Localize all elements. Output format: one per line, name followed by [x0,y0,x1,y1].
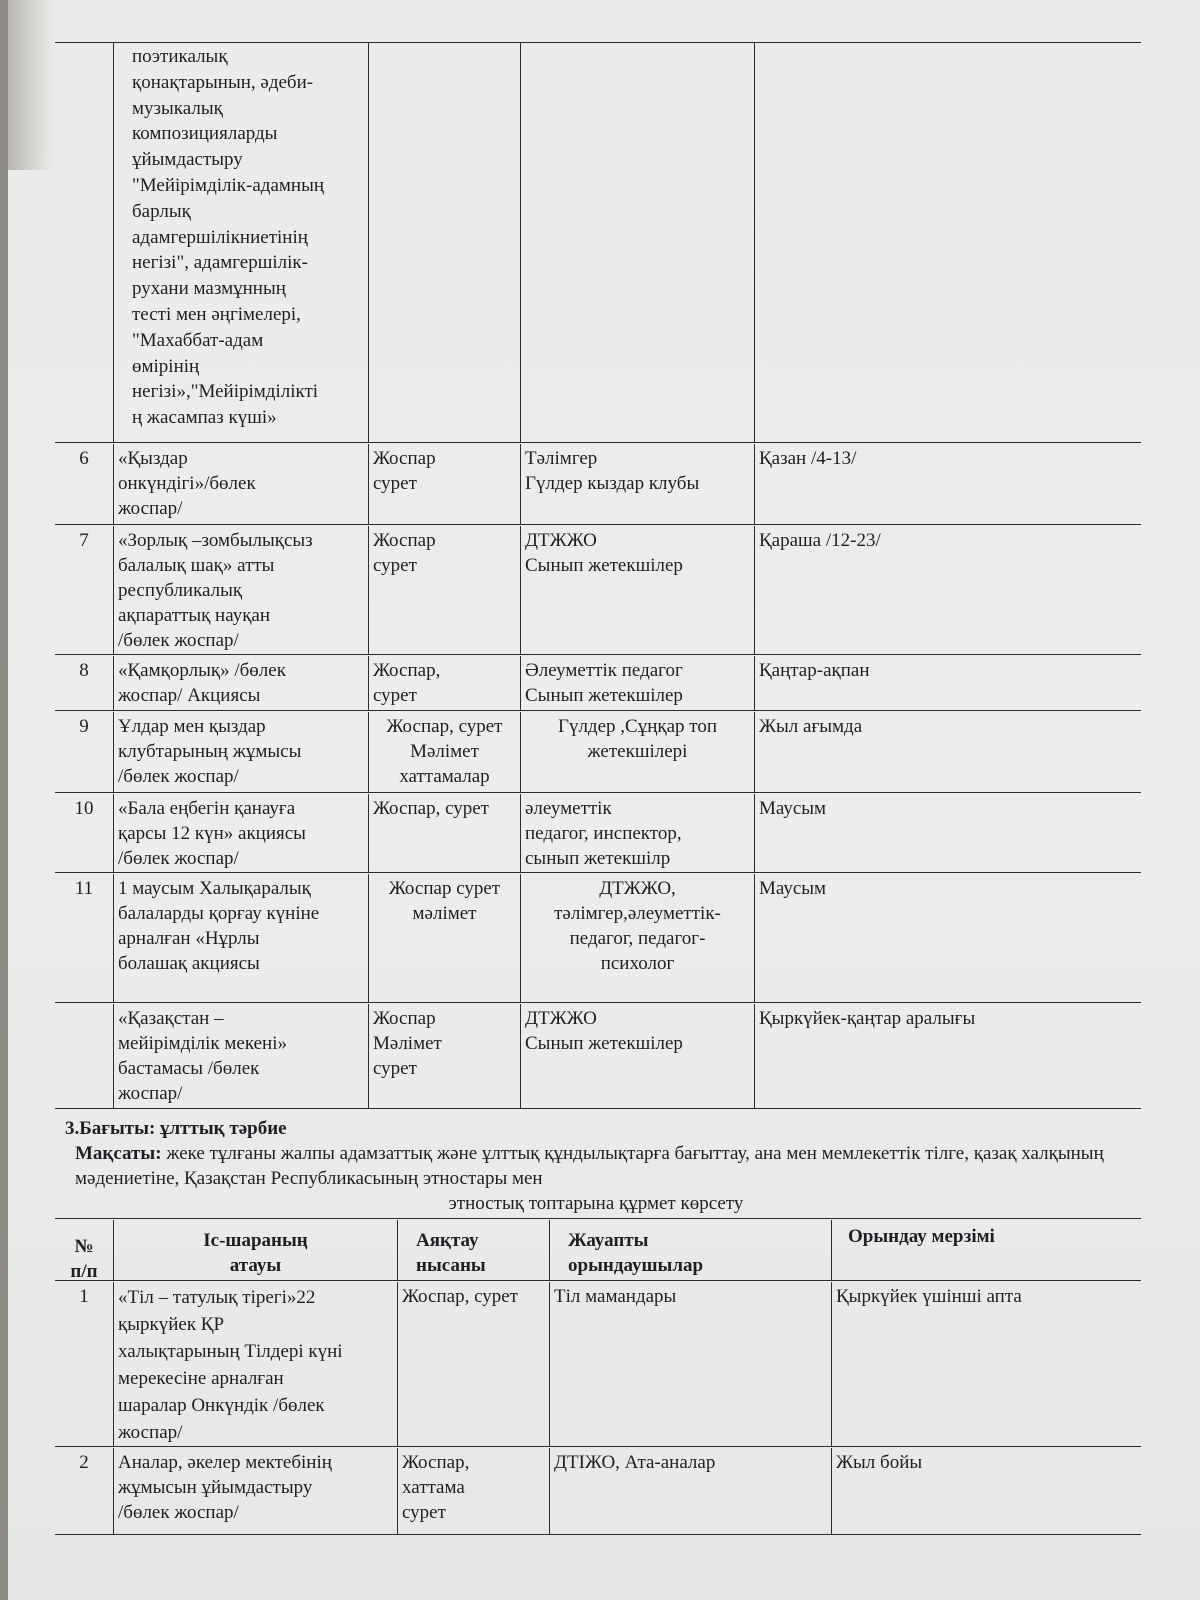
deadline: Жыл бойы [831,1448,1141,1534]
completion-form [368,42,520,442]
completion-form: Жоспар Мәлімет сурет [368,1004,520,1108]
section-heading: 3.Бағыты: ұлттық тәрбие [65,1118,287,1139]
row-number: 1 [79,1286,89,1307]
table-row [55,444,1141,525]
goal-text: жеке тұлғаны жалпы адамзаттық және ұлттық құндылықтарға бағыттау, ана мен мемлекеттік тілге, қазақ халқының мәдениетіне, Қазақстан Республикасының этностары мен [75,1143,1104,1189]
page-shadow [8,0,54,170]
row-number: 7 [79,530,89,551]
header-completion-form: Аяқтау нысаны [397,1220,549,1280]
event-name: «Зорлық –зомбылықсыз балалық шақ» атты республикалық ақпараттық науқан /бөлек жоспар/ [113,526,368,654]
completion-form: Жоспар, сурет [368,794,520,872]
deadline: Қыркүйек үшінші апта [831,1282,1141,1446]
document-page [8,0,1200,1600]
deadline: Қазан /4-13/ [754,444,1141,524]
table-row [55,874,1141,1003]
responsible: Тіл мамандары [549,1282,831,1446]
row-number: 10 [74,798,94,819]
table-header-row [55,1220,1141,1281]
responsible: ДТЖЖО Сынып жетекшілер [520,526,754,654]
section-header [55,1110,1141,1219]
table-row [55,656,1141,711]
event-name: «Қазақстан – мейірімділік мекені» бастамасы /бөлек жоспар/ [113,1004,368,1108]
responsible: ДТЖЖО Сынып жетекшілер [520,1004,754,1108]
completion-form: Жоспар сурет [368,526,520,654]
section-block [55,1110,1141,1216]
deadline: Қыркүйек-қаңтар аралығы [754,1004,1141,1108]
table-row [55,1004,1141,1109]
event-name: Аналар, әкелер мектебінің жұмысын ұйымдастыру /бөлек жоспар/ [113,1448,397,1534]
completion-form: Жоспар, сурет [368,656,520,710]
responsible: Тәлімгер Гүлдер кыздар клубы [520,444,754,524]
table-row [55,794,1141,873]
row-number: 8 [79,660,89,681]
deadline: Маусым [754,794,1141,872]
event-name: «Қамқорлық» /бөлек жоспар/ Акциясы [113,656,368,710]
table-row [55,712,1141,793]
event-name: Ұлдар мен қыздар клубтарының жұмысы /бөлек жоспар/ [113,712,368,792]
table-row [55,1448,1141,1535]
header-number: № п/п [70,1236,98,1280]
completion-form: Жоспар, сурет Мәлімет хаттамалар [368,712,520,792]
responsible: Гүлдер ,Сұңқар топ жетекшілері [520,712,754,792]
section-goal [65,1141,1127,1191]
deadline: Маусым [754,874,1141,1002]
row-number [55,1004,113,1108]
completion-form: Жоспар, сурет [397,1282,549,1446]
completion-form: Жоспар сурет мәлімет [368,874,520,1002]
event-name: «Бала еңбегін қанауға қарсы 12 күн» акциясы /бөлек жоспар/ [113,794,368,872]
responsible [520,42,754,442]
row-number [55,42,113,442]
responsible: ДТІЖО, Ата-аналар [549,1448,831,1534]
deadline: Жыл ағымда [754,712,1141,792]
table-row [55,526,1141,655]
completion-form: Жоспар сурет [368,444,520,524]
completion-form: Жоспар, хаттама сурет [397,1448,549,1534]
responsible: Әлеуметтік педагог Сынып жетекшілер [520,656,754,710]
table-row [55,1282,1141,1447]
event-name: «Тіл – татулық тірегі»22 қыркүйек ҚР халықтарының Тілдері күні мерекесіне арналған шаралар Онкүндік /бөлек жоспар/ [113,1282,397,1446]
row-number: 9 [79,716,89,737]
event-name: поэтикалық қонақтарынын, әдеби- музыкалық композицияларды ұйымдастыру "Мейірімділік-адамның барлық адамгершілікниетінің негізі", адамгершілік- рухани мазмұнның тесті мен әңгімелері, "Махаббат-адам өмірінің негізі»,"Мейірімділікті ң жасампаз күші» [113,42,368,442]
row-number: 2 [79,1452,89,1473]
deadline: Қаңтар-ақпан [754,656,1141,710]
header-responsible: Жауапты орындаушылар [549,1220,831,1280]
goal-text-end: этностық топтарына құрмет көрсету [448,1193,744,1214]
event-name: «Қыздар онкүндігі»/бөлек жоспар/ [113,444,368,524]
row-number: 11 [74,878,94,899]
event-name: 1 маусым Халықаралық балаларды қорғау күніне арналған «Нұрлы болашақ акциясы [113,874,368,1002]
table-row [55,42,1141,443]
header-event-name: Іс-шараның атауы [113,1220,397,1280]
header-deadline: Орындау мерзімі [831,1220,1141,1280]
deadline [754,42,1141,442]
responsible: ДТЖЖО, тәлімгер,әлеуметтік- педагог, педагог- психолог [520,874,754,1002]
deadline: Қараша /12-23/ [754,526,1141,654]
goal-label: Мақсаты: [75,1143,162,1164]
responsible: әлеуметтік педагог, инспектор, сынып жетекшілр [520,794,754,872]
row-number: 6 [79,448,89,469]
